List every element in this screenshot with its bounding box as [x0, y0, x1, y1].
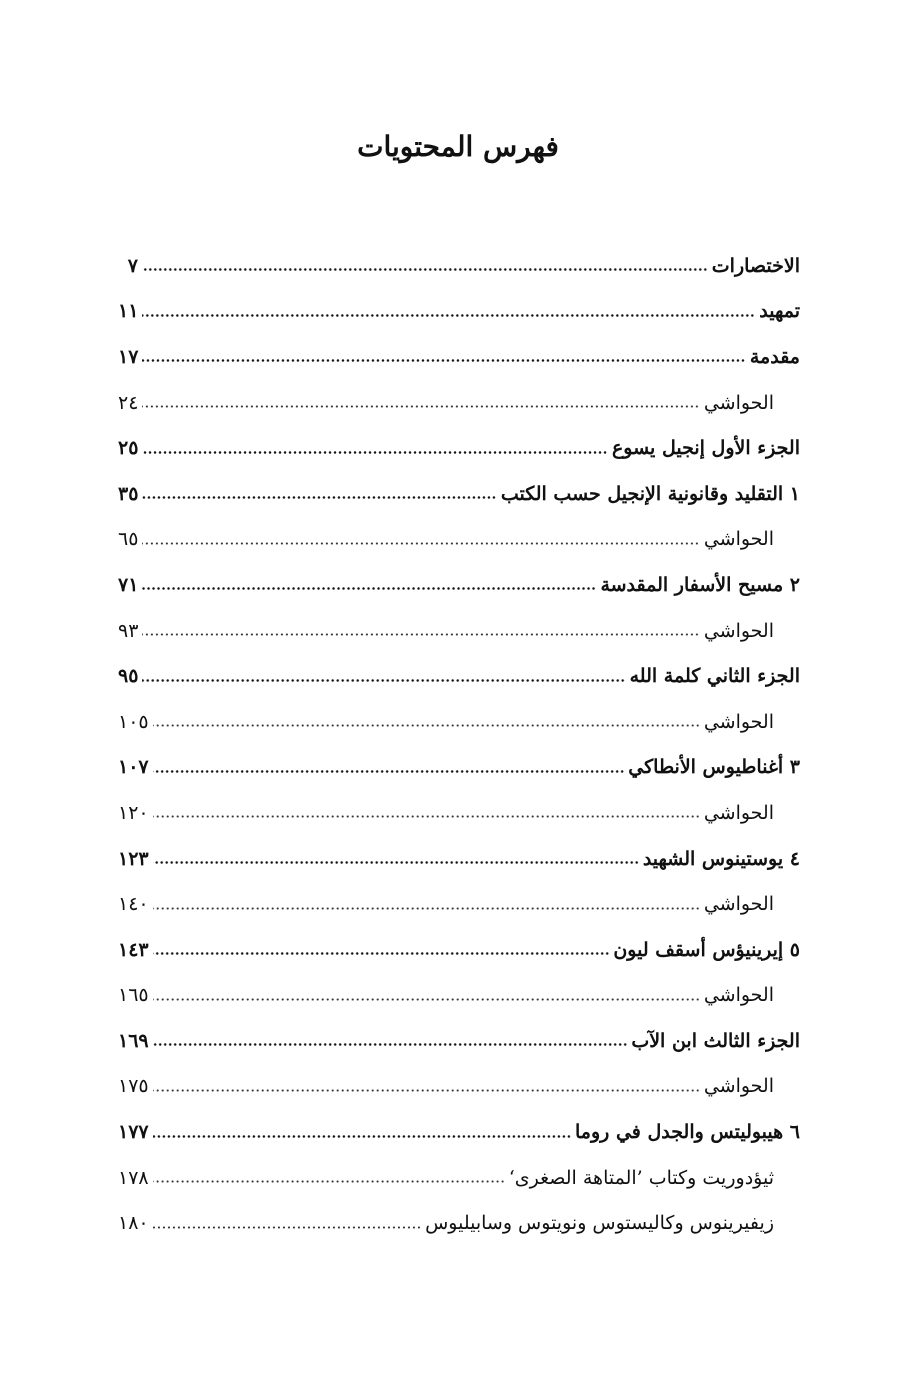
toc-subentry[interactable]: [118, 790, 800, 836]
page-title: فهرس المحتويات: [357, 130, 559, 163]
toc-page-number: ٧١: [118, 573, 139, 596]
toc-entry[interactable]: [118, 745, 800, 791]
toc-label: ٦ هيبوليتس والجدل في روما: [575, 1121, 800, 1144]
toc-page-number: ٣٥: [118, 482, 139, 505]
toc-dot-leader: [153, 859, 639, 867]
toc-page-number: ١٢٠: [118, 801, 149, 824]
toc-dot-leader: [142, 357, 745, 365]
toc-entry[interactable]: [118, 1018, 800, 1064]
toc-label: زيفيرينوس وكاليستوس ونويتوس وسابيليوس: [425, 1212, 774, 1235]
toc-dot-leader: [142, 266, 708, 274]
toc-page-number: ٩٥: [118, 665, 139, 688]
toc-label: الجزء الأول إنجيل يسوع: [611, 437, 800, 460]
toc-dot-leader: [153, 1086, 700, 1094]
toc-entry[interactable]: [118, 836, 800, 882]
toc-label: ٤ يوستينوس الشهيد: [642, 847, 800, 870]
toc-dot-leader: [142, 403, 699, 411]
toc-subentry[interactable]: [118, 1200, 800, 1246]
toc-page-number: ٩٣: [118, 619, 139, 642]
toc-label: الجزء الثالث ابن الآب: [631, 1029, 800, 1052]
toc-page-number: ١٧٥: [118, 1075, 149, 1098]
toc-label: الحواشي: [703, 893, 774, 916]
toc-page-number: ١٤٠: [118, 893, 149, 916]
toc-entry[interactable]: [118, 289, 800, 335]
toc-subentry[interactable]: [118, 973, 800, 1019]
toc-entry[interactable]: [118, 425, 800, 471]
toc-label: الحواشي: [703, 710, 774, 733]
toc-label: ٣ أغناطيوس الأنطاكي: [628, 756, 800, 779]
toc-page-number: ٢٥: [118, 437, 139, 460]
toc-subentry[interactable]: [118, 881, 800, 927]
toc-label: مقدمة: [749, 345, 800, 368]
table-of-contents: [118, 243, 800, 1246]
toc-subentry[interactable]: [118, 608, 800, 654]
toc-page-number: ١٧٧: [118, 1121, 149, 1144]
toc-subentry[interactable]: [118, 1064, 800, 1110]
toc-dot-leader: [142, 494, 496, 502]
toc-page-number: ١٦٥: [118, 984, 149, 1007]
toc-dot-leader: [142, 676, 625, 684]
toc-page-number: ١٧: [118, 345, 139, 368]
toc-label: الجزء الثاني كلمة الله: [629, 665, 800, 688]
toc-entry[interactable]: [118, 471, 800, 517]
toc-subentry[interactable]: [118, 517, 800, 563]
toc-entry[interactable]: [118, 334, 800, 380]
toc-entry[interactable]: [118, 1109, 800, 1155]
toc-label: الحواشي: [703, 801, 774, 824]
toc-entry[interactable]: [118, 243, 800, 289]
toc-label: ٢ مسيح الأسفار المقدسة: [600, 573, 800, 596]
toc-dot-leader: [142, 631, 699, 639]
toc-dot-leader: [153, 1223, 421, 1231]
toc-dot-leader: [153, 950, 610, 958]
toc-entry[interactable]: [118, 927, 800, 973]
toc-page-number: ١١: [118, 300, 139, 323]
toc-page-number: ١٦٩: [118, 1029, 149, 1052]
toc-page-number: ١٤٣: [118, 938, 149, 961]
toc-dot-leader: [153, 904, 700, 912]
toc-page-number: ١٨٠: [118, 1212, 149, 1235]
toc-subentry[interactable]: [118, 699, 800, 745]
toc-dot-leader: [153, 767, 625, 775]
toc-label: ١ التقليد وقانونية الإنجيل حسب الكتب: [500, 482, 800, 505]
toc-label: الحواشي: [703, 391, 774, 414]
toc-label: الحواشي: [703, 528, 774, 551]
toc-dot-leader: [153, 1041, 628, 1049]
toc-entry[interactable]: [118, 562, 800, 608]
toc-subentry[interactable]: [118, 1155, 800, 1201]
toc-label: الحواشي: [703, 619, 774, 642]
toc-label: ثيؤدوريت وكتاب ’المتاهة الصغرى‘: [508, 1166, 774, 1189]
toc-dot-leader: [142, 539, 699, 547]
toc-label: تمهيد: [759, 300, 800, 323]
toc-label: الحواشي: [703, 1075, 774, 1098]
toc-page-number: ٧: [127, 254, 138, 277]
toc-dot-leader: [153, 1178, 505, 1186]
toc-entry[interactable]: [118, 653, 800, 699]
toc-dot-leader: [153, 813, 700, 821]
toc-page-number: ١٧٨: [118, 1166, 149, 1189]
toc-subentry[interactable]: [118, 380, 800, 426]
toc-label: الحواشي: [703, 984, 774, 1007]
toc-page-number: ١٠٧: [118, 756, 149, 779]
toc-page-number: ٦٥: [118, 528, 139, 551]
toc-page-number: ٢٤: [118, 391, 139, 414]
toc-label: ٥ إيرينيؤس أسقف ليون: [613, 938, 800, 961]
toc-dot-leader: [153, 995, 700, 1003]
toc-page-number: ١٠٥: [118, 710, 149, 733]
toc-dot-leader: [153, 1132, 571, 1140]
toc-page-number: ١٢٣: [118, 847, 149, 870]
toc-dot-leader: [142, 585, 596, 593]
toc-label: الاختصارات: [711, 254, 800, 277]
toc-dot-leader: [153, 722, 700, 730]
toc-dot-leader: [142, 311, 755, 319]
toc-dot-leader: [142, 448, 608, 456]
